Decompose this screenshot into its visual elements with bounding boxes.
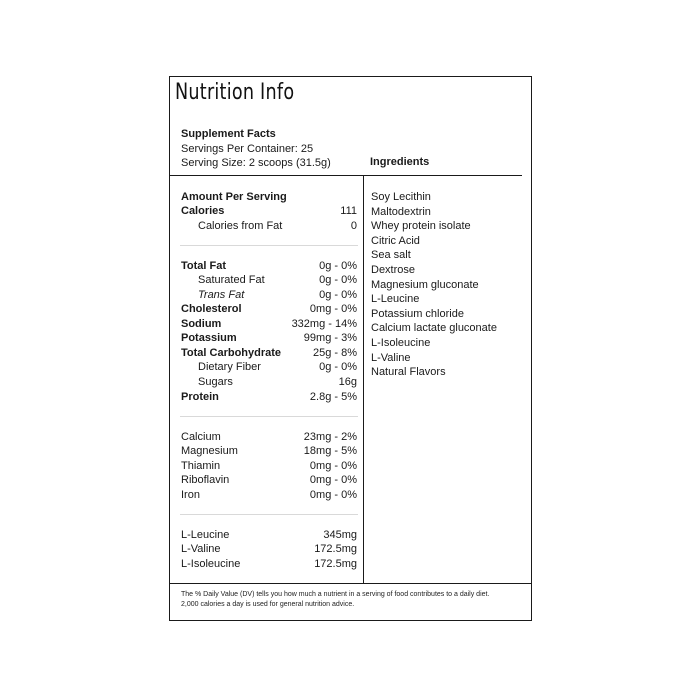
nutrient-label: L-Valine — [181, 543, 221, 555]
nutrient-value: 2.8g - 5% — [309, 391, 357, 403]
ingredient-item: Magnesium gluconate — [371, 278, 479, 291]
ingredient-item: Soy Lecithin — [371, 191, 431, 203]
ingredient-item: Natural Flavors — [371, 366, 446, 379]
nutrient-row-sodium — [181, 317, 357, 331]
nutrient-value: 18mg - 5% — [303, 445, 357, 457]
nutrient-label: Thiamin — [181, 460, 221, 472]
nutrient-label: L-Isoleucine — [181, 558, 241, 570]
ingredient-item: Sea salt — [371, 249, 411, 262]
nutrient-row-thiamin — [181, 459, 357, 473]
nutrient-label: Riboflavin — [181, 474, 230, 486]
nutrient-label: Protein — [181, 391, 219, 403]
page-title: Nutrition Info — [175, 80, 295, 105]
nutrient-label: Total Fat — [181, 260, 227, 272]
section-divider — [180, 514, 358, 515]
servings-per-container: Servings Per Container: 25 — [181, 142, 314, 155]
nutrient-value: 332mg - 14% — [291, 318, 357, 330]
nutrient-value: 23mg - 2% — [303, 431, 357, 443]
nutrient-label: Calories — [181, 205, 225, 217]
daily-value-footnote — [181, 590, 521, 610]
nutrient-row-l-leucine — [181, 528, 357, 542]
footnote-line: 2,000 calories a day is used for general nutrition advice. — [181, 601, 355, 608]
nutrient-value: 172.5mg — [314, 558, 357, 570]
nutrient-label: Magnesium — [181, 445, 238, 457]
ingredients-heading: Ingredients — [370, 156, 430, 168]
ingredient-item: L-Isoleucine — [371, 336, 431, 349]
nutrient-row-cholesterol — [181, 302, 357, 316]
nutrient-row-dietary-fiber — [181, 360, 357, 374]
nutrient-row-magnesium — [181, 444, 357, 458]
nutrient-value: 0mg - 0% — [309, 474, 357, 486]
serving-size: Serving Size: 2 scoops (31.5g) — [181, 157, 331, 170]
nutrient-row-calories-from-fat — [181, 219, 357, 233]
nutrient-value: 99mg - 3% — [303, 332, 357, 344]
nutrient-value: 0g - 0% — [319, 361, 357, 373]
nutrient-value: 0mg - 0% — [309, 489, 357, 501]
header-divider — [170, 175, 522, 176]
nutrient-row-saturated-fat — [181, 273, 357, 287]
nutrient-value: 0mg - 0% — [309, 460, 357, 472]
nutrient-row-protein — [181, 390, 357, 404]
nutrient-label: Saturated Fat — [198, 274, 265, 286]
nutrient-label: Calories from Fat — [198, 220, 283, 232]
nutrient-row-iron — [181, 488, 357, 502]
nutrient-label: Iron — [181, 489, 200, 501]
nutrient-row-riboflavin — [181, 473, 357, 487]
nutrient-label: Total Carbohydrate — [181, 347, 282, 359]
ingredient-item: Whey protein isolate — [371, 220, 471, 233]
nutrient-label: Sodium — [181, 318, 222, 330]
section-divider — [180, 245, 358, 246]
nutrient-value: 25g - 8% — [312, 347, 357, 359]
ingredient-item: L-Leucine — [371, 293, 420, 306]
nutrient-row-l-isoleucine — [181, 557, 357, 571]
nutrient-row-l-valine — [181, 542, 357, 556]
supplement-facts-block — [181, 127, 331, 171]
nutrient-row-trans-fat — [181, 288, 357, 302]
column-divider — [363, 176, 364, 583]
ingredient-item: Potassium chloride — [371, 307, 464, 320]
nutrient-value: 0mg - 0% — [309, 303, 357, 315]
nutrient-value: 16g — [338, 376, 357, 388]
nutrient-value: 0g - 0% — [319, 260, 357, 272]
amount-per-serving-row — [181, 190, 357, 204]
nutrient-row-calcium — [181, 430, 357, 444]
nutrient-value: 172.5mg — [314, 543, 357, 555]
section-divider — [180, 416, 358, 417]
amount-per-serving-label: Amount Per Serving — [181, 191, 287, 203]
nutrient-value: 0 — [350, 220, 357, 232]
nutrient-row-potassium — [181, 331, 357, 345]
nutrient-row-sugars — [181, 375, 357, 389]
ingredient-item: Calcium lactate gluconate — [371, 322, 497, 335]
footer-divider — [170, 583, 531, 584]
nutrient-value: 0g - 0% — [319, 289, 357, 301]
nutrient-label: Dietary Fiber — [198, 361, 261, 373]
ingredients-list — [371, 190, 497, 380]
supplement-facts-heading: Supplement Facts — [181, 128, 276, 140]
ingredient-item: Citric Acid — [371, 234, 420, 247]
nutrient-label: Trans Fat — [198, 289, 245, 301]
nutrient-label: Cholesterol — [181, 303, 242, 315]
nutrient-row-calories — [181, 204, 357, 218]
nutrient-row-total-fat — [181, 259, 357, 273]
nutrient-label: Sugars — [198, 376, 233, 388]
nutrient-row-total-carbohydrate — [181, 346, 357, 360]
footnote-line: The % Daily Value (DV) tells you how much a nutrient in a serving of food contributes to a daily diet. — [181, 591, 490, 598]
ingredient-item: Maltodextrin — [371, 205, 431, 218]
nutrient-label: Calcium — [181, 431, 221, 443]
ingredient-item: L-Valine — [371, 351, 411, 364]
nutrient-value: 0g - 0% — [319, 274, 357, 286]
nutrient-value: 111 — [340, 205, 357, 217]
nutrient-label: L-Leucine — [181, 529, 230, 541]
ingredient-item: Dextrose — [371, 263, 416, 276]
nutrient-label: Potassium — [181, 332, 237, 344]
nutrient-value: 345mg — [323, 529, 357, 541]
